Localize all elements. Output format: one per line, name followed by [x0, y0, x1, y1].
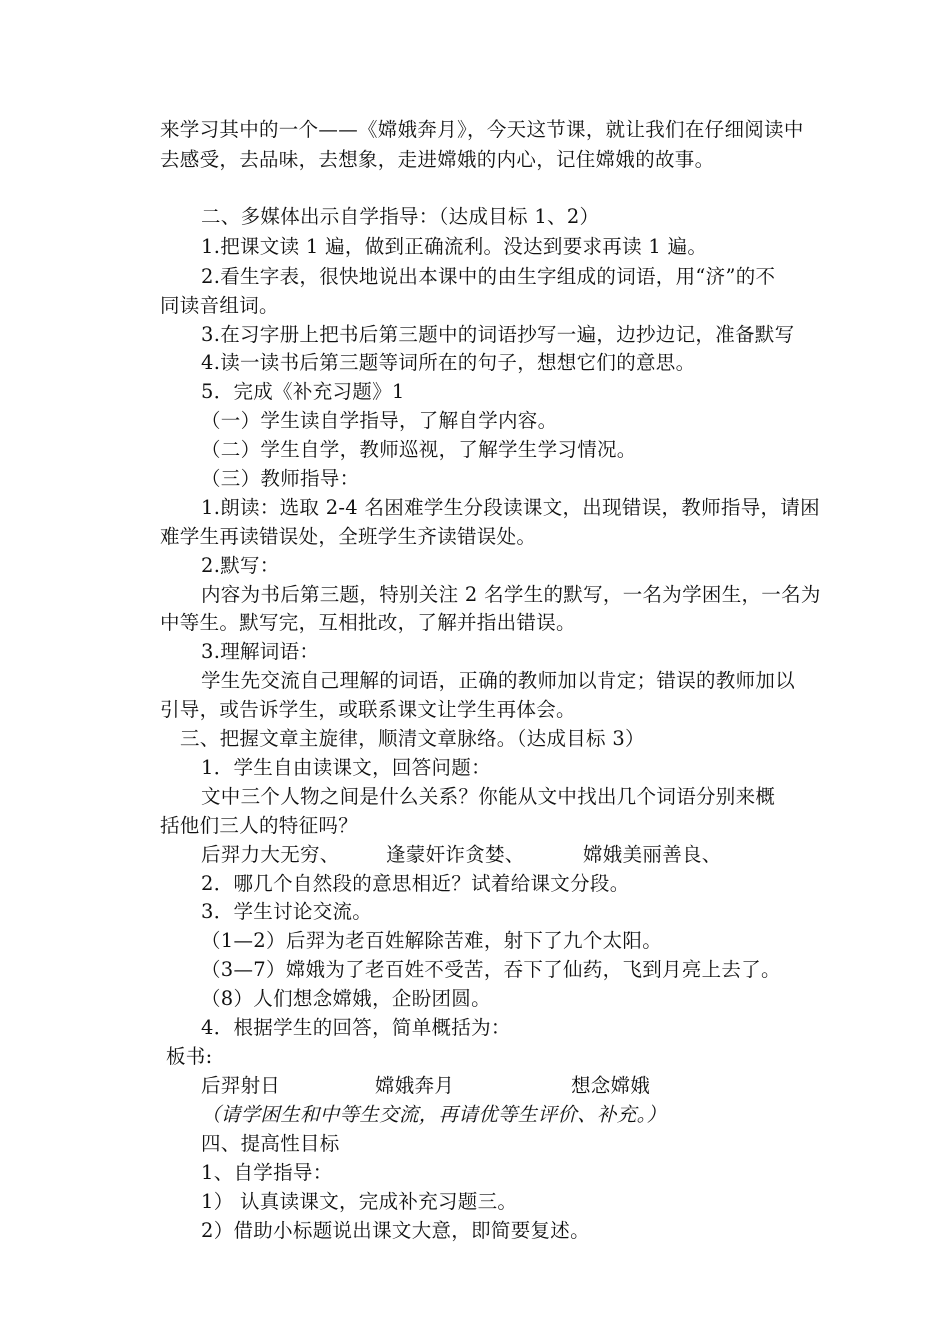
text-line: 4.读一读书后第三题等词所在的句子，想想它们的意思。 [201, 351, 696, 374]
text-line: 1） 认真读课文，完成补充习题三。 [201, 1190, 518, 1213]
text-line: 3.在习字册上把书后第三题中的词语抄写一遍，边抄边记，准备默写 [201, 323, 795, 346]
section-heading: 三、把握文章主旋律，顺清文章脉络。（达成目标 3） [180, 727, 645, 750]
text-line: 1.朗读：选取 2-4 名困难学生分段读课文，出现错误，教师指导，请困 [201, 496, 820, 519]
text-line: 同读音组词。 [160, 294, 279, 317]
text-line: 2．哪几个自然段的意思相近？试着给课文分段。 [201, 872, 630, 895]
text-line: 1.把课文读 1 遍，做到正确流利。没达到要求再读 1 遍。 [201, 235, 708, 258]
character-trait: 逢蒙奸诈贪婪、 [386, 843, 525, 866]
text-line: 2.默写： [201, 554, 280, 577]
text-line: 1、自学指导： [201, 1161, 333, 1184]
text-line: 2）借助小标题说出课文大意，即简要复述。 [201, 1219, 590, 1242]
character-trait: 后羿力大无穷、 [201, 843, 340, 866]
text-line: （一）学生读自学指导，了解自学内容。 [201, 409, 558, 432]
text-line: （3—7）嫦娥为了老百姓不受苦，吞下了仙药，飞到月亮上去了。 [201, 958, 781, 981]
blackboard-item: 嫦娥奔月 [375, 1074, 455, 1097]
blackboard-item: 想念嫦娥 [571, 1074, 651, 1097]
text-line: 1．学生自由读课文，回答问题： [201, 756, 491, 779]
text-line: 难学生再读错误处，全班学生齐读错误处。 [160, 525, 537, 548]
text-line: 去感受，去品味，去想象，走进嫦娥的内心，记住嫦娥的故事。 [160, 148, 715, 171]
text-line: 括他们三人的特征吗？ [160, 814, 359, 837]
text-line: （三）教师指导： [201, 467, 360, 490]
blackboard-label: 板书: [166, 1045, 213, 1068]
text-line: 2.看生字表，很快地说出本课中的由生字组成的词语，用“济”的不 [201, 265, 776, 288]
text-line: 中等生。默写完，互相批改，了解并指出错误。 [160, 611, 576, 634]
text-line: 3.理解词语： [201, 640, 320, 663]
note-line: （请学困生和中等生交流，再请优等生评价、补充。） [201, 1103, 667, 1126]
character-trait: 嫦娥美丽善良、 [583, 843, 722, 866]
text-line: 文中三个人物之间是什么关系？你能从文中找出几个词语分别来概 [201, 785, 776, 808]
text-line: （8）人们想念嫦娥，企盼团圆。 [201, 987, 491, 1010]
text-line: 3．学生讨论交流。 [201, 900, 373, 923]
text-line: 4．根据学生的回答，简单概括为： [201, 1016, 511, 1039]
blackboard-item: 后羿射日 [201, 1074, 281, 1097]
text-line: 来学习其中的一个——《嫦娥奔月》，今天这节课，就让我们在仔细阅读中 [160, 118, 804, 141]
text-line: 5．完成《补充习题》1 [201, 380, 405, 403]
text-line: 引导，或告诉学生，或联系课文让学生再体会。 [160, 698, 576, 721]
text-line: （1—2）后羿为老百姓解除苦难，射下了九个太阳。 [201, 929, 663, 952]
section-heading: 四、提高性目标 [201, 1132, 340, 1155]
section-heading: 二、多媒体出示自学指导：（达成目标 1、2） [201, 205, 600, 228]
text-line: 内容为书后第三题，特别关注 2 名学生的默写，一名为学困生，一名为 [201, 583, 821, 606]
text-line: 学生先交流自己理解的词语，正确的教师加以肯定；错误的教师加以 [201, 669, 796, 692]
text-line: （二）学生自学，教师巡视，了解学生学习情况。 [201, 438, 637, 461]
